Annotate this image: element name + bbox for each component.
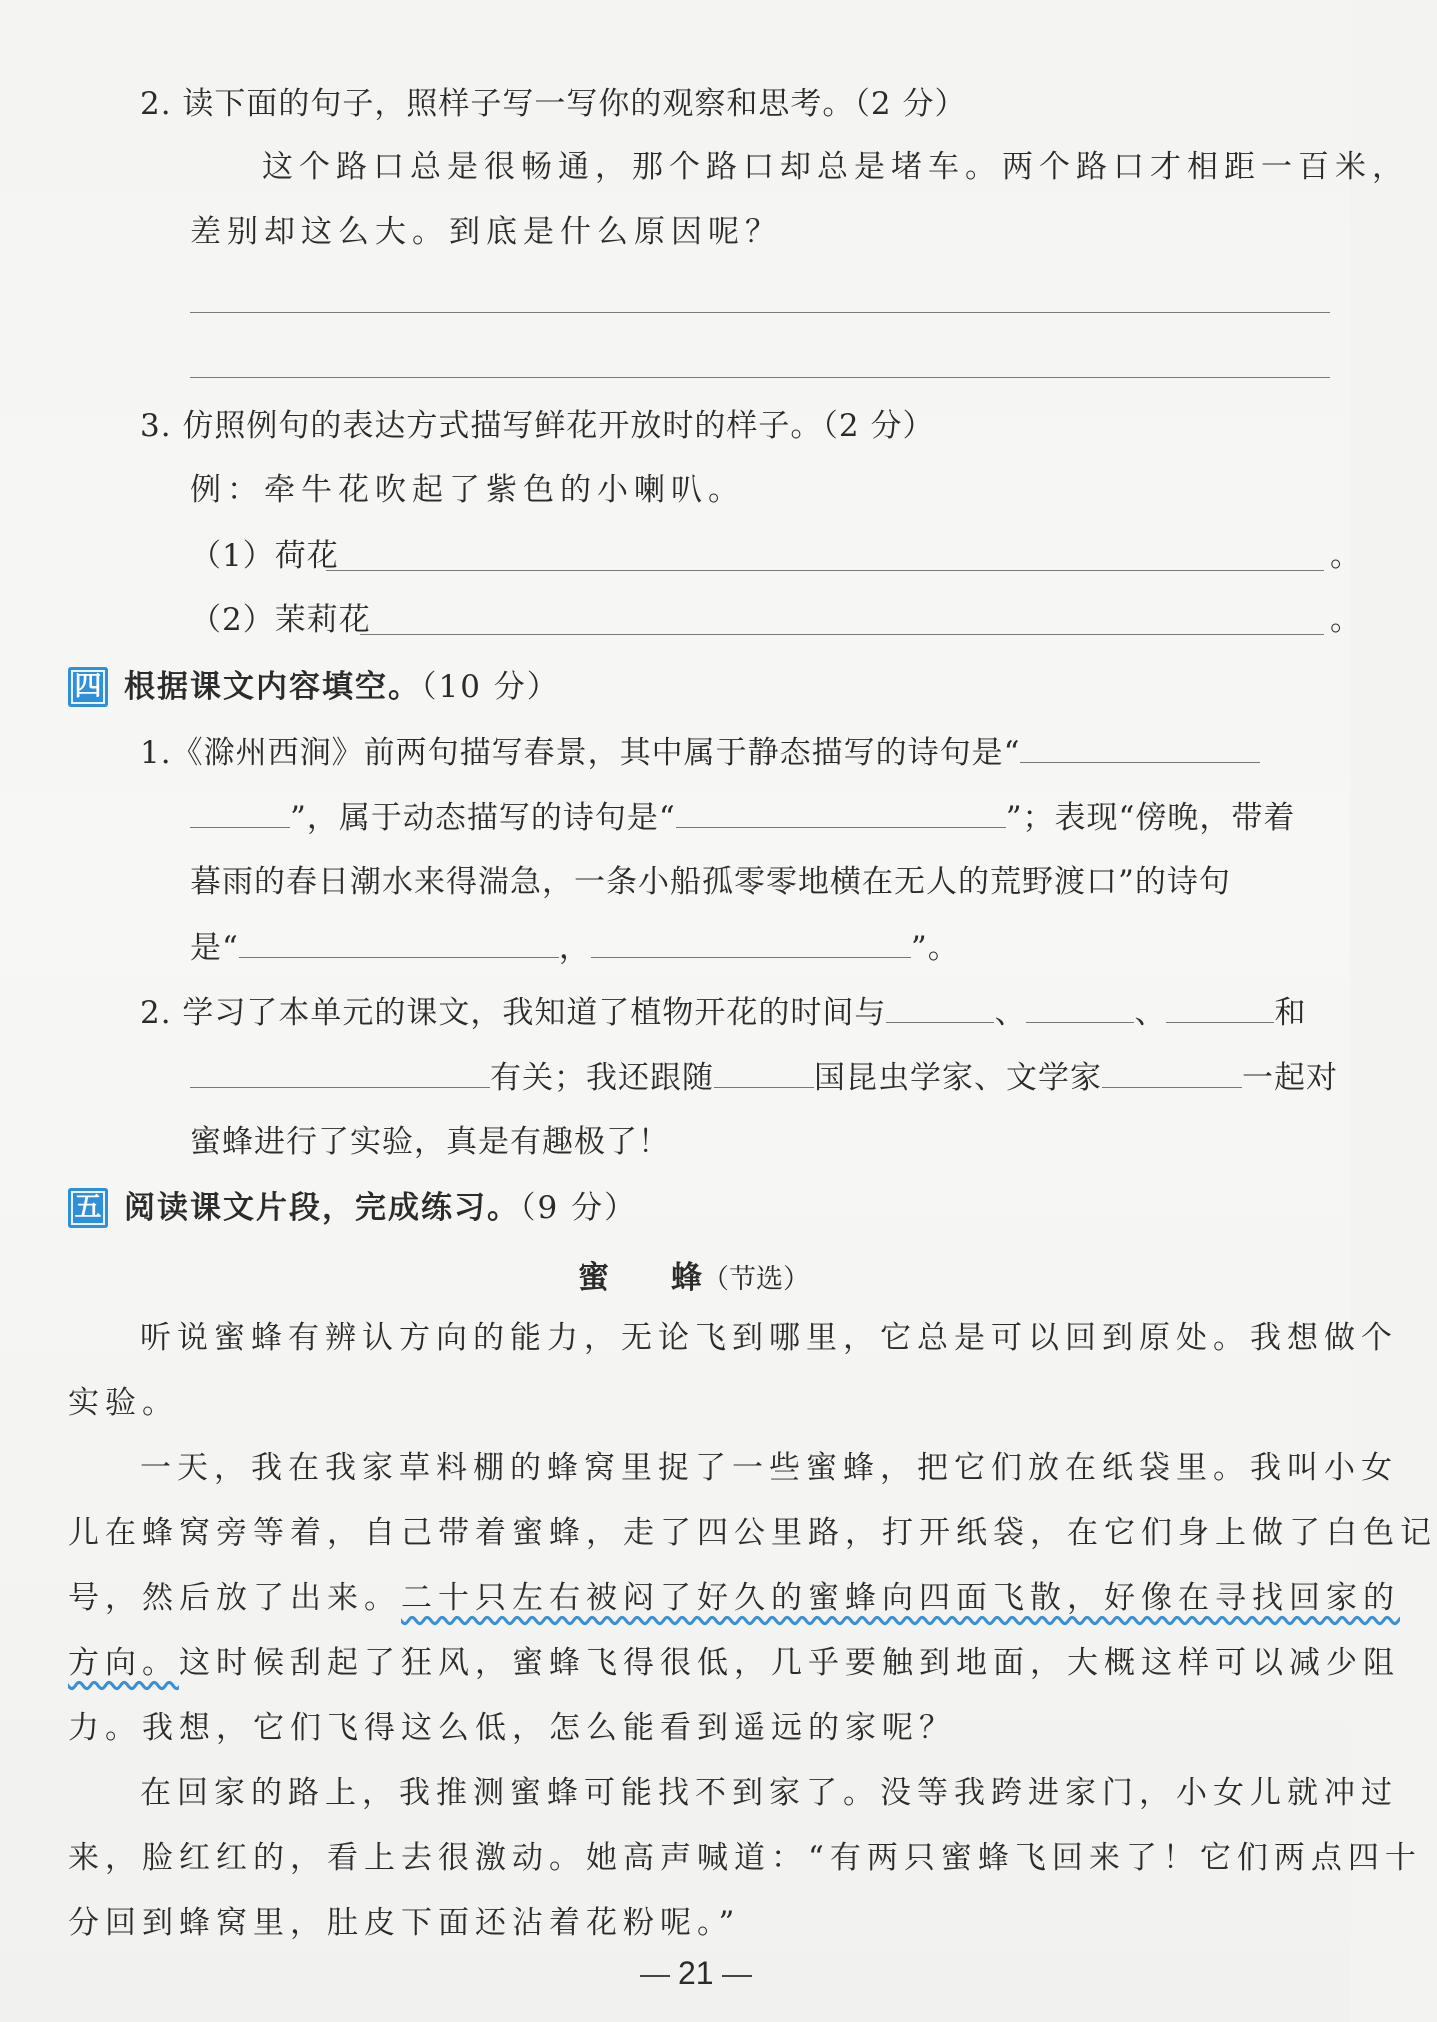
sec4-q1-line2 <box>190 797 1295 838</box>
passage-title <box>578 1252 810 1297</box>
passage-p3-line3: 分回到蜂窝里，肚皮下面还沾着花粉呢。” <box>68 1905 741 1941</box>
q3-item1-period: 。 <box>1330 538 1362 574</box>
sec4-q2-blank-2[interactable] <box>1026 992 1134 1023</box>
sec4-q2-line1 <box>140 992 1306 1033</box>
section-five-badge: 五 <box>68 1188 108 1228</box>
q3-item2-label: （2）茉莉花 <box>190 602 371 638</box>
sec4-q1-line3: 暮雨的春日潮水来得湍急，一条小船孤零零地横在无人的荒野渡口”的诗句 <box>190 864 1231 900</box>
passage-note: （节选） <box>702 1264 810 1295</box>
passage-title-text: 蜜 蜂 <box>578 1260 702 1296</box>
sec4-q2-text2c: 一起对 <box>1242 1060 1338 1096</box>
sec4-q1-blank-static-a[interactable] <box>1020 732 1260 763</box>
passage-p3-line1: 在回家的路上，我推测蜜蜂可能找不到家了。没等我跨进家门，小女儿就冲过 <box>140 1775 1398 1811</box>
passage-p2-line4 <box>68 1643 1400 1683</box>
sec4-q2-sep1: 、 <box>994 995 1027 1031</box>
q3-example: 例：牵牛花吹起了紫色的小喇叭。 <box>190 472 745 508</box>
sec4-q2-line2 <box>190 1057 1338 1098</box>
section-four-badge: 四 <box>68 667 108 707</box>
section-four-score: （10 分） <box>421 669 560 705</box>
q3-prompt: 3. 仿照例句的表达方式描写鲜花开放时的样子。（2 分） <box>140 408 935 444</box>
sec4-q1-line1 <box>140 732 1260 773</box>
sec4-q1-blank-dynamic[interactable] <box>676 797 1006 828</box>
section-five-score: （9 分） <box>520 1190 638 1226</box>
sec4-q1-line4 <box>190 927 960 968</box>
passage-p2-line1: 一天，我在我家草料棚的蜂窝里捉了一些蜜蜂，把它们放在纸袋里。我叫小女 <box>140 1450 1398 1486</box>
sec4-q2-text2a: 有关；我还跟随 <box>490 1060 714 1096</box>
sec4-q1-text4b: ， <box>558 930 591 966</box>
passage-p2-line4b: 这时候刮起了狂风，蜜蜂飞得很低，几乎要触到地面，大概这样可以减少阻 <box>179 1645 1400 1681</box>
passage-underlined-sentence-part2: 方向。 <box>68 1645 179 1681</box>
sec4-q1-blank-static-b[interactable] <box>190 797 290 828</box>
sec4-q2-blank-4[interactable] <box>190 1057 490 1088</box>
sec4-q2-text2b: 国昆虫学家、文学家 <box>814 1060 1102 1096</box>
sec4-q2-blank-5[interactable] <box>714 1057 814 1088</box>
passage-p2-line3a: 号，然后放了出来。 <box>68 1580 401 1616</box>
page-number-dash-left <box>640 1975 670 1977</box>
page-number-text: 21 <box>678 1955 714 1991</box>
passage-p1-line2: 实验。 <box>68 1385 179 1421</box>
sec4-q1-text4a: 是“ <box>190 930 239 966</box>
sec4-q1-text2a: ”，属于动态描写的诗句是“ <box>290 800 676 836</box>
sec4-q2-sep2: 、 <box>1134 995 1167 1031</box>
sec4-q2-line3: 蜜蜂进行了实验，真是有趣极了！ <box>190 1124 670 1160</box>
q2-prompt: 2. 读下面的句子，照样子写一写你的观察和思考。（2 分） <box>140 86 967 122</box>
q2-answer-line-1[interactable] <box>190 312 1330 313</box>
passage-p1-line1: 听说蜜蜂有辨认方向的能力，无论飞到哪里，它总是可以回到原处。我想做个 <box>140 1320 1398 1356</box>
sec4-q2-blank-1[interactable] <box>886 992 994 1023</box>
page-number <box>632 1955 760 1992</box>
passage-p2-line2: 儿在蜂窝旁等着，自己带着蜜蜂，走了四公里路，打开纸袋，在它们身上做了白色记 <box>68 1515 1437 1551</box>
section-four-title-text: 根据课文内容填空。 <box>124 669 421 705</box>
passage-p2-line3 <box>68 1578 1400 1618</box>
q2-answer-line-2[interactable] <box>190 377 1330 378</box>
passage-p3-line2: 来，脸红红的，看上去很激动。她高声喊道：“有两只蜜蜂飞回来了！它们两点四十 <box>68 1840 1422 1876</box>
passage-underlined-sentence-part1: 二十只左右被闷了好久的蜜蜂向四面飞散，好像在寻找回家的 <box>401 1580 1400 1616</box>
q3-item1-label: （1）荷花 <box>190 538 339 574</box>
sec4-q1-text4c: ”。 <box>910 930 960 966</box>
sec4-q1-text2b: ”；表现“傍晚，带着 <box>1005 800 1296 836</box>
sec4-q2-text1: 2. 学习了本单元的课文，我知道了植物开花的时间与 <box>140 995 887 1031</box>
sec4-q2-blank-3[interactable] <box>1166 992 1274 1023</box>
sec4-q1-text1: 1.《滁州西涧》前两句描写春景，其中属于静态描写的诗句是“ <box>140 735 1021 771</box>
q3-item1-answer-line[interactable] <box>326 570 1324 571</box>
section-five-title-text: 阅读课文片段，完成练习。 <box>124 1190 520 1226</box>
passage-p2-line5: 力。我想，它们飞得这么低，怎么能看到遥远的家呢？ <box>68 1710 956 1746</box>
q3-item2-period: 。 <box>1330 602 1362 638</box>
q3-item2-answer-line[interactable] <box>360 634 1324 635</box>
sec4-q1-blank-poem-b[interactable] <box>591 927 911 958</box>
page-number-dash-right <box>722 1975 752 1977</box>
section-four-title <box>124 667 560 707</box>
sec4-q2-and: 和 <box>1274 995 1307 1031</box>
q2-sentence-line1: 这个路口总是很畅通，那个路口却总是堵车。两个路口才相距一百米， <box>262 149 1409 185</box>
sec4-q1-blank-poem-a[interactable] <box>239 927 559 958</box>
section-five-title <box>124 1188 637 1228</box>
q2-sentence-line2: 差别却这么大。到底是什么原因呢？ <box>190 214 782 250</box>
sec4-q2-blank-6[interactable] <box>1102 1057 1242 1088</box>
